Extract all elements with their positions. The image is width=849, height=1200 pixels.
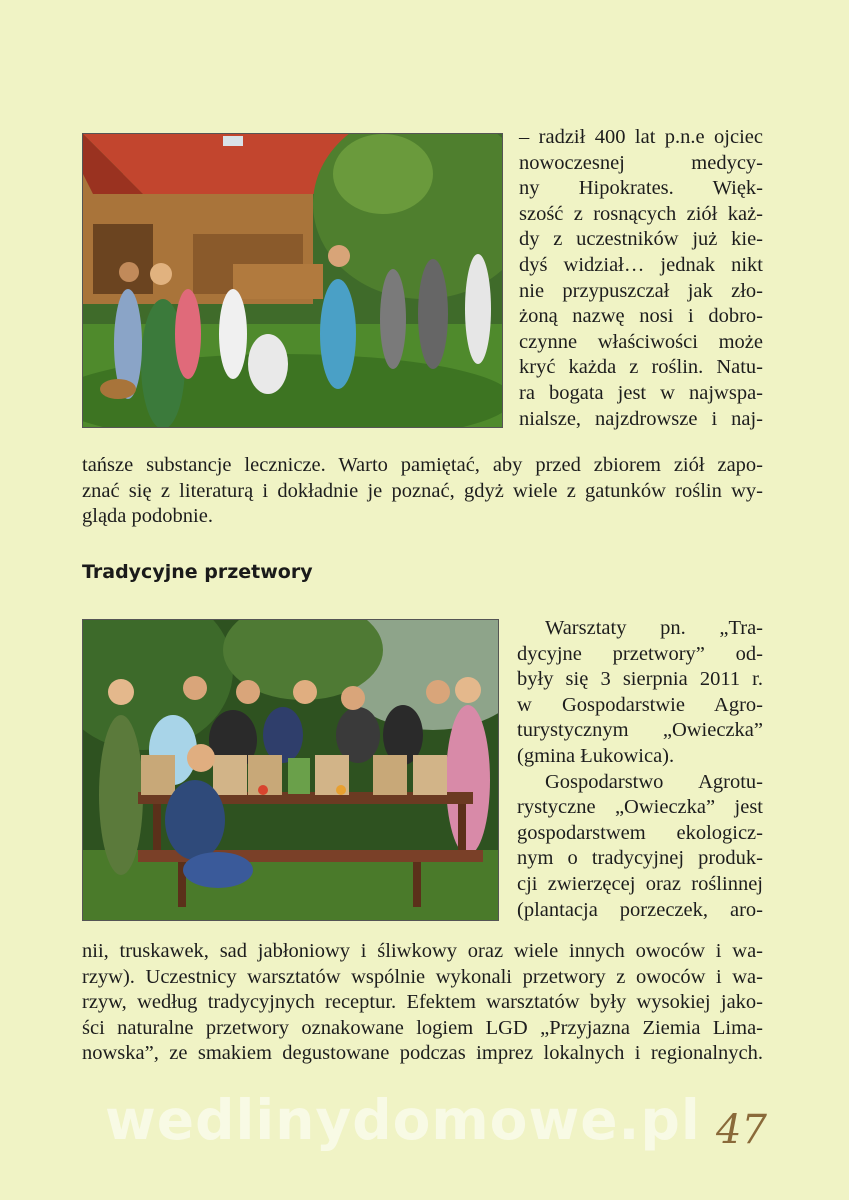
text-line: nii, truskawek, sad jabłoniowy i śliwkowy oraz wiele innych owoców i wa- xyxy=(82,940,763,962)
text-line: Warsztaty pn. „Tra- xyxy=(545,617,763,639)
text-line: dyś widział… jednak nikt xyxy=(519,254,763,276)
text-line: rzyw, według tradycyjnych receptur. Efektem warsztatów były wysokiej jako- xyxy=(82,991,763,1014)
herb-garden-photo xyxy=(82,133,503,428)
text-line: Gospodarstwo Agrotu- xyxy=(545,770,763,793)
text-line: (gmina Łukowica). xyxy=(517,745,675,767)
text-line: w Gospodarstwie Agro- xyxy=(517,693,763,716)
text-line: ra bogata jest w najwspa- xyxy=(519,382,763,404)
page-number: 47 xyxy=(716,1107,767,1153)
watermark: wedlinydomowe.pl xyxy=(105,1088,701,1152)
text-line: były się 3 sierpnia 2011 r. xyxy=(517,668,763,691)
text-line: tańsze substancje lecznicze. Warto pamiętać, aby przed zbiorem ziół zapo- xyxy=(82,454,763,476)
text-line: – radził 400 lat p.n.e ojciec xyxy=(519,126,763,148)
text-line: żoną nazwę nosi i dobro- xyxy=(519,305,763,328)
text-line: nym o tradycyjnej produk- xyxy=(517,847,763,870)
text-line: ny Hipokrates. Więk- xyxy=(519,177,763,200)
text-line: rzyw). Uczestnicy warsztatów wspólnie wykonali przetwory z owoców i wa- xyxy=(82,965,763,988)
text-line: szość z rosnących ziół każ- xyxy=(519,202,763,225)
text-line: cji zwierzęcej oraz roślinnej xyxy=(517,873,763,895)
group-preserves-photo xyxy=(82,619,499,921)
text-line: nie przypuszczał jak zło- xyxy=(519,279,763,302)
text-line: nowoczesnej medycy- xyxy=(519,151,763,174)
text-line: gospodarstwem ekologicz- xyxy=(517,821,763,844)
text-line: rystyczne „Owieczka” jest xyxy=(517,796,763,819)
text-line: turystycznym „Owieczka” xyxy=(517,719,763,742)
text-line: znać się z literaturą i dokładnie je poznać, gdyż wiele z gatunków roślin wy- xyxy=(82,479,763,502)
text-line: gląda podobnie. xyxy=(82,505,213,528)
text-line: ści naturalne przetwory oznakowane logiem LGD „Przyjazna Ziemia Lima- xyxy=(82,1016,763,1039)
section-heading: Tradycyjne przetwory xyxy=(82,561,313,583)
text-line: (plantacja porzeczek, aro- xyxy=(517,898,763,921)
text-line: dycyjne przetwory” od- xyxy=(517,642,763,665)
text-line: kryć każda z roślin. Natu- xyxy=(519,356,763,379)
text-line: nowska”, ze smakiem degustowane podczas imprez lokalnych i regionalnych. xyxy=(82,1042,763,1065)
text-line: dy z uczestników już kie- xyxy=(519,228,763,251)
text-line: nialsze, najzdrowsze i naj- xyxy=(519,407,763,430)
text-line: czynne właściwości może xyxy=(519,330,763,353)
